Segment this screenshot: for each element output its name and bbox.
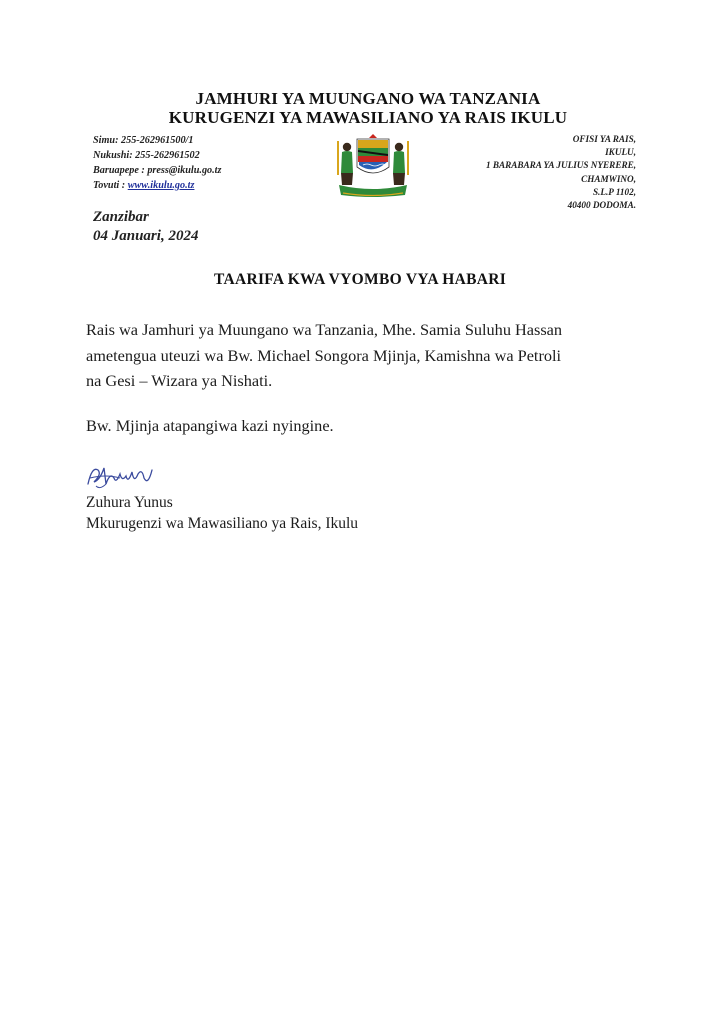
signer-block <box>86 492 358 534</box>
address-line-4: CHAMWINO, <box>581 173 636 184</box>
paragraph-line: Rais wa Jamhuri ya Muungano wa Tanzania, Mhe. Samia Suluhu Hassan <box>86 320 563 339</box>
address-line-5: S.L.P 1102, <box>592 186 636 197</box>
emblem-shield <box>357 134 389 173</box>
contact-right-block <box>416 133 636 212</box>
address-line-2: IKULU, <box>605 147 636 158</box>
place: Zanzibar <box>93 209 149 225</box>
contact-left-block <box>93 133 221 193</box>
emblem-left-figure <box>337 141 353 185</box>
signer-title: Mkurugenzi wa Mawasiliano ya Rais, Ikulu <box>86 515 359 532</box>
website-label: Tovuti : <box>93 180 128 191</box>
place-date-block <box>93 208 198 246</box>
website-link[interactable]: www.ikulu.go.tz <box>127 180 195 191</box>
paragraph-announcement <box>86 317 646 394</box>
phone-line: Simu: 255-262961500/1 <box>93 135 194 146</box>
signer-name: Zuhura Yunus <box>86 494 173 511</box>
header-department: KURUGENZI YA MAWASILIANO YA RAIS IKULU <box>168 108 568 127</box>
paragraph-line: na Gesi – Wizara ya Nishati. <box>86 371 273 390</box>
paragraph-line: ametengua uteuzi wa Bw. Michael Songora Mjinja, Kamishna wa Petroli <box>86 345 562 365</box>
address-line-6: 40400 DODOMA. <box>567 200 636 211</box>
paragraph-reassignment: Bw. Mjinja atapangiwa kazi nyingine. <box>86 416 334 435</box>
address-line-3: 1 BARABARA YA JULIUS NYERERE, <box>485 160 636 171</box>
document-title: TAARIFA KWA VYOMBO VYA HABARI <box>213 271 507 288</box>
fax-line: Nukushi: 255-262961502 <box>93 150 200 161</box>
email-line: Baruapepe : press@ikulu.go.tz <box>93 165 222 176</box>
header-country: JAMHURI YA MUUNGANO WA TANZANIA <box>195 89 541 108</box>
handwritten-signature-icon <box>86 460 166 492</box>
tanzania-coat-of-arms-icon <box>333 133 413 199</box>
address-line-1: OFISI YA RAIS, <box>572 134 636 144</box>
date: 04 Januari, 2024 <box>93 228 199 244</box>
website-line <box>93 178 221 193</box>
emblem-right-figure <box>393 141 409 185</box>
